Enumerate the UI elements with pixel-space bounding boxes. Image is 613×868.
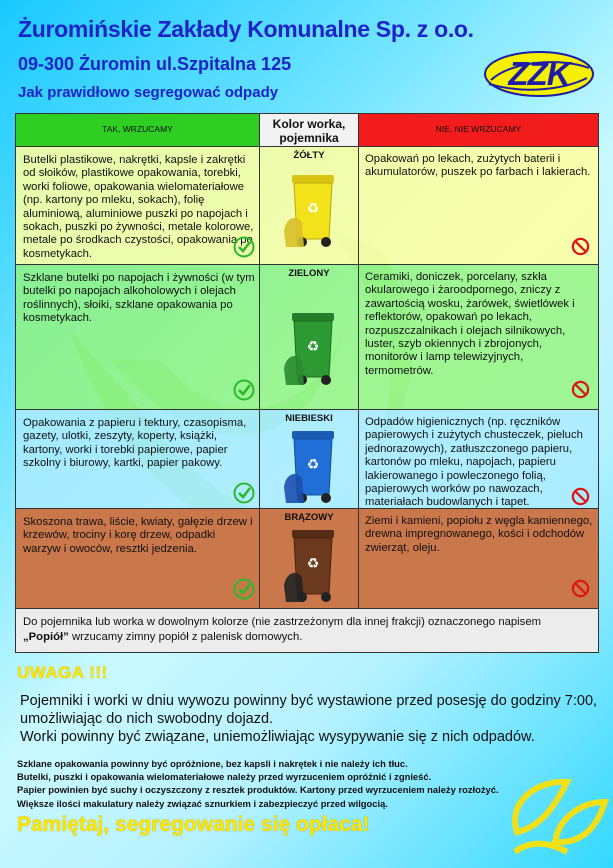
- checkmark-icon: [233, 379, 255, 401]
- svg-text:♻: ♻: [306, 456, 320, 472]
- bin-color-label: NIEBIESKI: [285, 413, 333, 424]
- svg-text:♻: ♻: [306, 200, 320, 216]
- header-no-label: NIE, NIE WRZUCAMY: [435, 124, 522, 134]
- no-cell: [359, 509, 598, 608]
- rule-item: Większe ilości makulatury należy związać sznurkiem i zabezpieczyć przed wilgocią.: [17, 797, 388, 809]
- svg-text:♻: ♻: [306, 338, 320, 354]
- page-subtitle: Jak prawidłowo segregować odpady: [18, 84, 279, 101]
- yes-cell: [16, 265, 260, 409]
- no-text: Odpadów higienicznych (np. ręczników papierowych i zużytych chusteczek, pieluch jednorazowych), zatłuszczonego papieru, kartonów po mleku, napojach, papieru lakierowanego i powleczonego folią, papierowych worków po nawozach, materiałach budowlanych i tapet.: [365, 416, 583, 509]
- yes-text: Szklane butelki po napojach i żywności (w tym butelki po napojach alkoholowych i olejach roślinnych), słoiki, szklane opakowania po kosmetykach.: [23, 272, 255, 325]
- table-row-brown: [16, 509, 598, 609]
- notice-heading: UWAGA !!!: [17, 663, 108, 682]
- checkmark-icon: [233, 236, 255, 258]
- rule-item: Szklane opakowania powinny być opróżnione, bez kapsli i nakrętek i nie należy ich tłuc.: [17, 758, 408, 769]
- notice-line-1: Pojemniki i worki w dniu wywozu powinny być wystawione przed posesję do godziny 7:00, umożliwiając do nich swobodny dojazd.: [20, 693, 598, 727]
- color-cell: [260, 509, 359, 608]
- checkmark-icon: [233, 578, 255, 600]
- yes-cell: [16, 509, 260, 608]
- ash-note-text-1: Do pojemnika lub worka w dowolnym kolorze (nie zastrzeżonym dla innej frakcji) oznaczonego napisem: [23, 616, 542, 628]
- table-row-blue: [16, 410, 598, 509]
- color-cell: [260, 147, 359, 264]
- rules-list: [17, 757, 577, 810]
- color-cell: [260, 410, 359, 508]
- rule-item: Butelki, puszki i opakowania wielomateriałowe należy przed wyrzuceniem opróżnić i zgnieść.: [17, 771, 432, 783]
- bin-color-label: BRĄZOWY: [284, 512, 334, 523]
- table-row-green: [16, 265, 598, 410]
- no-sign-icon: [571, 579, 590, 598]
- header-no: [359, 114, 598, 147]
- no-text: Ziemi i kamieni, popiołu z węgla kamiennego, drewna impregnowanego, kości i odchodów zwierząt, oleju.: [365, 515, 593, 554]
- rule-item: Papier powinien być suchy i oczyszczony z resztek produktów. Kartony przed wyrzuceniem należy rozłożyć.: [17, 784, 499, 796]
- wheelie-bin-icon: [284, 171, 340, 249]
- logo-text: ZZK: [508, 55, 570, 92]
- checkmark-icon: [233, 482, 255, 504]
- ash-note-bold: „Popiół”: [23, 631, 69, 643]
- no-text: Opakowań po lekach, zużytych baterii i akumulatorów, puszek po farbach i lakierach.: [365, 153, 591, 179]
- zzk-logo: [483, 50, 595, 98]
- ash-note-row: [16, 609, 598, 652]
- leaf-decoration-icon: [497, 772, 609, 864]
- ash-note-text-2: wrzucamy zimny popiół z palenisk domowych.: [68, 631, 303, 643]
- no-sign-icon: [571, 487, 590, 506]
- company-address: 09-300 Żuromin ul.Szpitalna 125: [18, 54, 292, 74]
- header-yes: [16, 114, 260, 147]
- wheelie-bin-icon: [284, 309, 340, 387]
- slogan: Pamiętaj, segregowanie się opłaca!: [17, 813, 370, 836]
- notice-body: [20, 692, 610, 746]
- no-sign-icon: [571, 380, 590, 399]
- yes-cell: [16, 410, 260, 508]
- no-sign-icon: [571, 237, 590, 256]
- yes-text: Opakowania z papieru i tektury, czasopisma, gazety, ulotki, zeszyty, koperty, książki, kartony, worki i torebki papierowe, papier szkolny i biurowy, kartki, papier pakowy.: [23, 417, 247, 470]
- yes-text: Butelki plastikowe, nakrętki, kapsle i zakrętki od słoików, plastikowe opakowania, torebki, worki foliowe, opakowania wielomateriałowe (np. kartony po mleku, sokach), folię aluminiową, aluminiowe puszki po napojach i sokach, puszki po żywności, metale kolorowe, metale po środkach czystości, opakowania po kosmetykach.: [23, 154, 254, 260]
- ash-note: [23, 615, 583, 645]
- svg-text:♻: ♻: [306, 555, 320, 571]
- no-cell: [359, 265, 598, 409]
- wheelie-bin-icon: [284, 526, 340, 604]
- no-text: Ceramiki, doniczek, porcelany, szkła okularowego i żaroodpornego, zniczy z zawartością wosku, żarówek, świetlówek i reflektorów, opakowań po lekach, rozpuszczalnikach i olejach silnikowych, luster, szyb okiennych i zbrojonych, monitorów i lamp telewizyjnych, termometrów.: [365, 271, 575, 377]
- company-name: Żuromińskie Zakłady Komunalne Sp. z o.o.: [18, 16, 474, 42]
- yes-cell: [16, 147, 260, 264]
- wheelie-bin-icon: [284, 427, 340, 505]
- segregation-table: [15, 113, 599, 653]
- no-cell: [359, 147, 598, 264]
- yes-text: Skoszona trawa, liście, kwiaty, gałęzie drzew i krzewów, trociny i korę drzew, odpadki warzyw i owoców, resztki jedzenia.: [23, 516, 253, 555]
- no-cell: [359, 410, 598, 508]
- header-yes-label: TAK, WRZUCAMY: [102, 124, 173, 134]
- bin-color-label: ŻÓŁTY: [293, 150, 325, 161]
- table-row-yellow: [16, 147, 598, 265]
- color-cell: [260, 265, 359, 409]
- header-color: Kolor worka, pojemnika: [260, 114, 359, 147]
- notice-line-2: Worki powinny być związane, uniemożliwiając wysypywanie się z nich odpadów.: [20, 729, 535, 745]
- bin-color-label: ZIELONY: [288, 268, 330, 279]
